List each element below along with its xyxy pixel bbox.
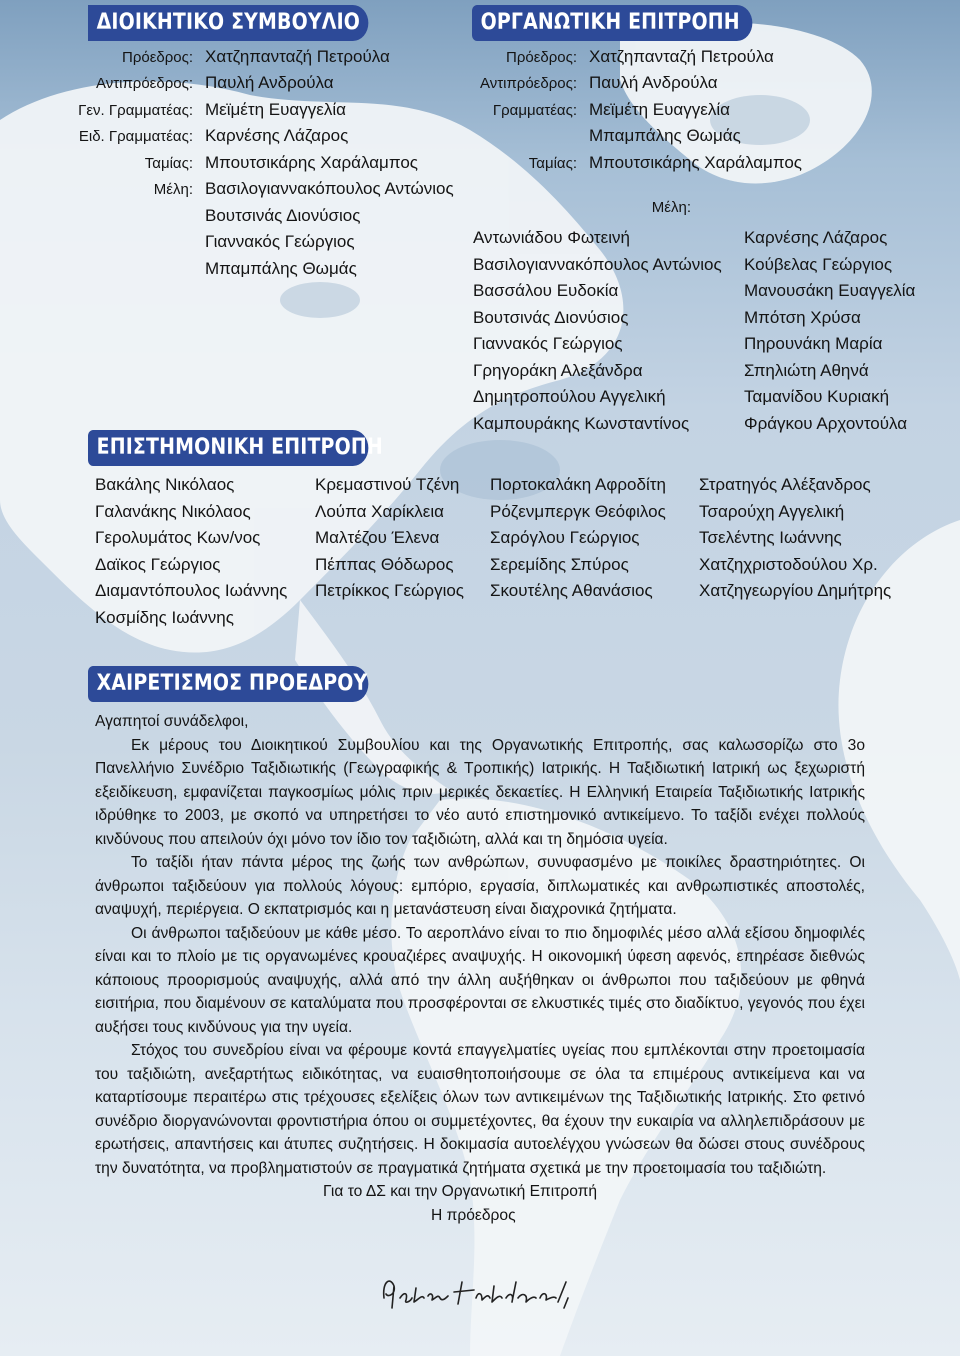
member-name: Φράγκου Αρχοντούλα	[744, 413, 908, 433]
scientific-column-1	[95, 472, 287, 631]
board-role-name: Παυλή Ανδρούλα	[205, 73, 334, 92]
greeting-letter	[95, 710, 865, 1227]
greeting-signer: Η πρόεδρος	[431, 1206, 516, 1224]
board-role-label: Πρόεδρος:	[121, 49, 193, 66]
organizing-role-name: Παυλή Ανδρούλα	[589, 73, 718, 92]
member-name: Λούπα Χαρίκλεια	[315, 501, 444, 521]
member-name: Πετρίκκος Γεώργιος	[315, 581, 464, 600]
greeting-title: ΧΑΙΡΕΤΙΣΜΟΣ ΠΡΟΕΔΡΟΥ	[88, 666, 368, 702]
scientific-column-4	[699, 472, 891, 605]
member-name: Σαρόγλου Γεώργιος	[490, 528, 640, 547]
member-name: Τσαρούχη Αγγελική	[699, 501, 845, 521]
member-name: Μπότση Χρύσα	[744, 307, 861, 327]
board-role-name: Μεϊμέτη Ευαγγελία	[205, 100, 346, 119]
member-name: Στρατηγός Αλέξανδρος	[699, 475, 871, 494]
member-name: Βασσάλου Ευδοκία	[473, 281, 619, 300]
scientific-column-2	[315, 472, 464, 605]
organizing-role-name: Χατζηπανταζή Πετρούλα	[589, 47, 774, 66]
member-name: Μανουσάκη Ευαγγελία	[744, 281, 916, 300]
member-name: Γρηγοράκη Αλεξάνδρα	[473, 360, 643, 380]
member-name: Τσελέντης Ιωάννης	[699, 528, 842, 547]
board-title: ΔΙΟΙΚΗΤΙΚΟ ΣΥΜΒΟΥΛΙΟ	[88, 5, 368, 41]
member-name: Πηρουνάκη Μαρία	[744, 334, 883, 353]
member-name: Βασιλογιαννακόπουλος Αντώνιος	[473, 254, 722, 274]
organizing-role-name: Μεϊμέτη Ευαγγελία	[589, 100, 730, 119]
member-name: Μαλτέζου Έλενα	[315, 528, 440, 547]
greeting-paragraph: Στόχος του συνεδρίου είναι να φέρουμε κοντά επαγγελματίες υγείας που εμπλέκονται στην προετοιμασία του ταξιδιώτη, ανεξαρτήτως ειδικότητας, να ευαισθητοποιήσουμε σε όλα τα επιμέρους αντικείμενα και να καταρτίσουμε περαιτέρω στις τρέχουσες εξελίξεις όλων των αντικειμένων της Ταξιδιωτικής Ιατρικής. Στο φετινό συνέδριο διοργανώνονται φροντιστήρια όπου οι συμμετέχοντες, θα έχουν την ευκαιρία να αλληλεπιδράσουν με ερωτήσεις, απαντήσεις και άτυπες συζητήσεις. Η δοκιμασία αυτοελέγχου γνώσεων θα δώσει στους συνέδρους την δυνατότητα, να προβληματιστούν σε πραγματικά ζητήματα σχετικά με την προετοιμασία του ταξιδιώτη.	[95, 1042, 865, 1177]
member-name: Γιαννακός Γεώργιος	[473, 334, 623, 353]
member-name: Χατζηχριστοδούλου Χρ.	[699, 554, 878, 574]
president-signature	[378, 1268, 578, 1314]
greeting-salutation: Αγαπητοί συνάδελφοι,	[95, 713, 249, 730]
organizing-members-left	[473, 225, 722, 437]
board-role-name: Χατζηπανταζή Πετρούλα	[205, 47, 390, 66]
board-role-name: Βουτσινάς Διονύσιος	[205, 206, 361, 225]
member-name: Καρνέσης Λάζαρος	[744, 228, 888, 247]
member-name: Αντωνιάδου Φωτεινή	[473, 228, 630, 247]
board-role-name: Μπουτσικάρης Χαράλαμπος	[205, 153, 418, 172]
member-name: Γαλανάκης Νικόλαος	[95, 501, 251, 521]
member-name: Δημητροπούλου Αγγελική	[473, 387, 666, 406]
member-name: Διαμαντόπουλος Ιωάννης	[95, 581, 288, 600]
scientific-title: ΕΠΙΣΤΗΜΟΝΙΚΗ ΕΠΙΤΡΟΠΗ	[88, 430, 368, 466]
organizing-role-label: Γραμματέας:	[492, 102, 577, 119]
member-name: Σκουτέλης Αθανάσιος	[490, 581, 653, 600]
member-name: Πέππας Θόδωρος	[315, 554, 454, 574]
greeting-closing: Για το ΔΣ και την Οργανωτική Επιτροπή	[323, 1183, 598, 1200]
board-role-name: Καρνέσης Λάζαρος	[205, 126, 349, 145]
board-role-name: Γιαννακός Γεώργιος	[205, 232, 355, 251]
greeting-paragraph: Το ταξίδι ήταν πάντα μέρος της ζωής των ανθρώπων, συνυφασμένο με ποικίλες δραστηριότητες. Οι άνθρωποι ταξιδεύουν για πολλούς λόγους: εμπόριο, εργασία, διπλωματικές και ανθρωπιστικές αποστολές, αναψυχή, περιέργεια. Ο εκπατρισμός και η μετανάστευση είναι διαχρονικά ζητήματα.	[95, 854, 865, 918]
member-name: Καμπουράκης Κωνσταντίνος	[473, 413, 690, 433]
greeting-paragraph: Εκ μέρους του Διοικητικού Συμβουλίου και της Οργανωτικής Επιτροπής, σας καλωσορίζω στο 3ο Πανελλήνιο Συνέδριο Ταξιδιωτικής (Γεωγραφικής & Τροπικής) Ιατρικής. Η Ταξιδιωτική Ιατρική ως ξεχωριστή εξειδίκευση, εμφανίζεται παγκοσμίως μόλις πριν μερικές δεκαετίες. Η Ελληνική Εταιρεία Ταξιδιωτικής Ιατρικής ιδρύθηκε το 2003, με σκοπό να υπηρετήσει το νέο αυτό επιστημονικό αντικείμενο. Το ταξίδι ενέχει πολλούς κινδύνους που απειλούν όχι μόνο τον ίδιο τον ταξιδιώτη, αλλά και τη δημόσια υγεία.	[95, 736, 865, 848]
member-name: Κούβελας Γεώργιος	[744, 254, 893, 274]
board-role-label: Μέλη:	[153, 181, 193, 198]
organizing-title: ΟΡΓΑΝΩΤΙΚΗ ΕΠΙΤΡΟΠΗ	[472, 5, 752, 41]
member-name: Γερολυμάτος Κων/νος	[95, 528, 261, 547]
member-name: Πορτοκαλάκη Αφροδίτη	[490, 475, 666, 494]
board-role-label: Αντιπρόεδρος:	[95, 75, 193, 92]
member-name: Ρόζενμπεργκ Θεόφιλος	[490, 501, 666, 521]
member-name: Κοσμίδης Ιωάννης	[95, 607, 234, 627]
member-name: Δαϊκος Γεώργιος	[95, 554, 221, 574]
organizing-role-label: Πρόεδρος:	[505, 49, 577, 66]
organizing-role-name: Μπαμπάλης Θωμάς	[589, 126, 741, 145]
member-name: Ταμανίδου Κυριακή	[744, 387, 890, 406]
organizing-role-label: Ταμίας:	[528, 155, 577, 172]
board-role-label: Γεν. Γραμματέας:	[78, 102, 193, 119]
organizing-role-label: Αντιπρόεδρος:	[479, 75, 577, 92]
member-name: Βουτσινάς Διονύσιος	[473, 307, 629, 327]
member-name: Σπηλιώτη Αθηνά	[744, 360, 869, 380]
greeting-paragraph: Οι άνθρωποι ταξιδεύουν με κάθε μέσο. Το αεροπλάνο είναι το πιο δημοφιλές μέσο αλλά εξίσου δημοφιλές είναι και το πλοίο με τις οργανωμένες κρουαζιέρες αναψυχής. Η οικονομική ύφεση αφενός, επηρέασε διεθνώς κάποιους προορισμούς αναψυχής, αλλά από την άλλη αυξήθηκαν οι άνθρωποι που ταξιδεύουν με φθηνά εισιτήρια, που διαμένουν σε καταλύματα που προσφέρονται σε ελκυστικές τιμές στο διαδίκτυο, γεγονός που έχει αυξήσει τους κινδύνους για την υγεία.	[95, 924, 865, 1036]
member-name: Χατζηγεωργίου Δημήτρης	[699, 581, 892, 600]
organizing-members-label: Μέλη:	[651, 199, 691, 216]
board-role-name: Βασιλογιαννακόπουλος Αντώνιος	[205, 179, 454, 198]
organizing-role-name: Μπουτσικάρης Χαράλαμπος	[589, 153, 802, 172]
board-role-label: Ταμίας:	[144, 155, 193, 172]
board-role-name: Μπαμπάλης Θωμάς	[205, 259, 357, 278]
member-name: Βακάλης Νικόλαος	[95, 475, 235, 494]
organizing-members-right	[744, 225, 915, 437]
scientific-column-3	[490, 472, 666, 605]
member-name: Κρεμαστινού Τζένη	[315, 475, 460, 494]
board-role-label: Ειδ. Γραμματέας:	[78, 128, 193, 145]
member-name: Σερεμίδης Σπύρος	[490, 554, 629, 574]
